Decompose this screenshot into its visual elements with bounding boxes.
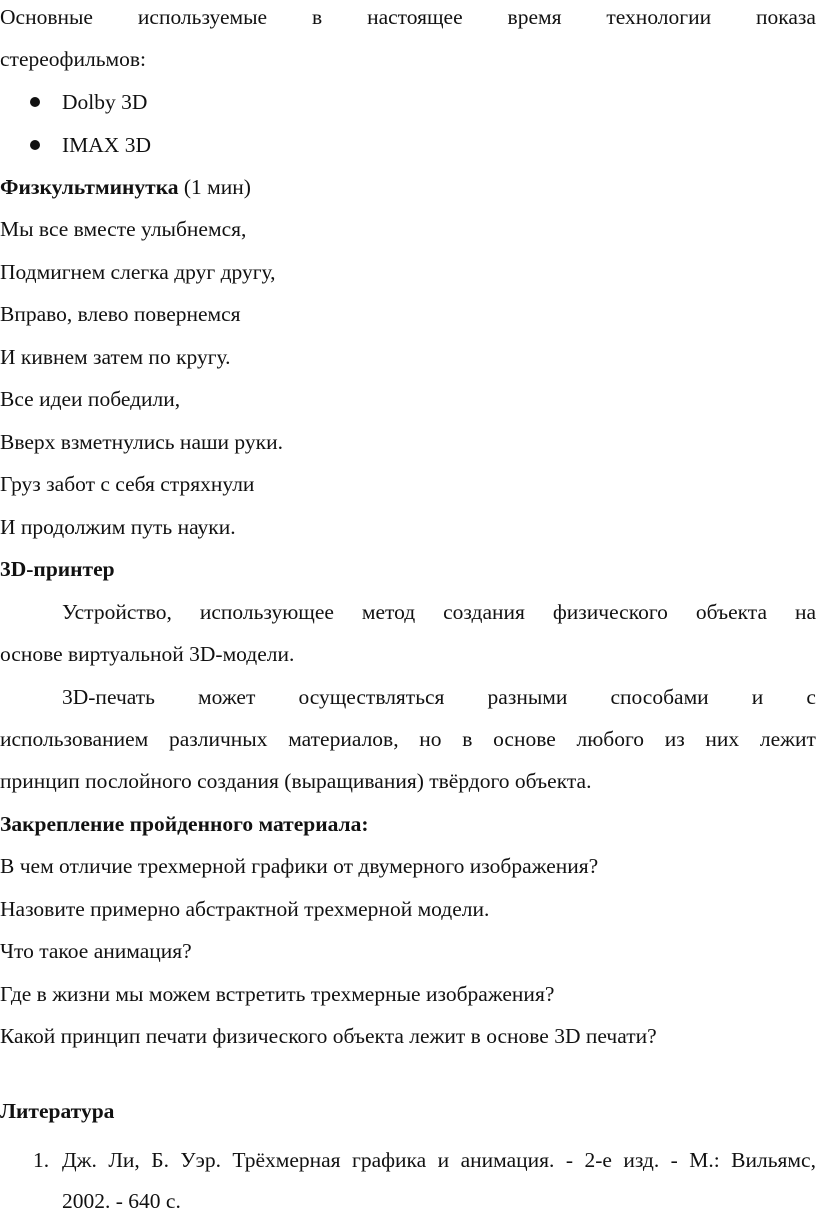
paragraph-word: с: [806, 685, 816, 709]
paragraph-word: объекта: [695, 600, 767, 624]
reference-word: Вильямс,: [731, 1148, 816, 1172]
reference-word: 2-е: [584, 1148, 612, 1172]
question-item: Назовите примерно абстрактной трехмерной модели.: [0, 897, 490, 921]
printer-p2-line-2: [0, 718, 816, 760]
paragraph-word: материалов,: [288, 727, 399, 751]
intro-line-2: стереофильмов:: [0, 47, 146, 71]
poem-line: И продолжим путь науки.: [0, 515, 236, 539]
warmup-heading: Физкультминутка: [0, 175, 179, 199]
intro-word: в: [312, 5, 323, 29]
printer-p1-line-1: [62, 591, 816, 633]
question-item: Какой принцип печати физического объекта лежит в основе 3D печати?: [0, 1024, 657, 1048]
literature-heading: Литература: [0, 1099, 115, 1123]
printer-p1-line-2: основе виртуальной 3D-модели.: [0, 642, 295, 666]
paragraph-word: разными: [487, 685, 568, 709]
paragraph-word: осуществляться: [298, 685, 445, 709]
reference-word: Уэр.: [180, 1148, 221, 1172]
reference-word: Ли,: [108, 1148, 140, 1172]
question-item: В чем отличие трехмерной графики от двумерного изображения?: [0, 854, 599, 878]
warmup-duration: (1 мин): [178, 175, 251, 199]
printer-p2-line-3: принцип послойного создания (выращивания) твёрдого объекта.: [0, 769, 592, 793]
reference-line-1: [62, 1139, 816, 1181]
paragraph-word: способами: [610, 685, 709, 709]
paragraph-word: использованием: [0, 727, 149, 751]
paragraph-word: метод: [361, 600, 416, 624]
poem-line: Все идеи победили,: [0, 387, 181, 411]
reference-word: -: [670, 1148, 678, 1172]
reference-line-2: 2002. - 640 с.: [62, 1189, 181, 1213]
intro-word: время: [507, 5, 562, 29]
reference-word: Б.: [151, 1148, 169, 1172]
reference-word: Трёхмерная: [232, 1148, 341, 1172]
reference-word: и: [437, 1148, 450, 1172]
intro-word: настоящее: [367, 5, 463, 29]
poem-line: И кивнем затем по кругу.: [0, 345, 231, 369]
reference-word: -: [565, 1148, 574, 1172]
paragraph-word: создания: [443, 600, 525, 624]
paragraph-word: основе: [493, 727, 556, 751]
reference-word: изд.: [623, 1148, 660, 1172]
paragraph-word: 3D-печать: [62, 685, 155, 709]
intro-word: технологии: [606, 5, 712, 29]
paragraph-word: из: [664, 727, 685, 751]
paragraph-word: Устройство,: [62, 600, 172, 624]
paragraph-word: может: [198, 685, 256, 709]
paragraph-word: в: [462, 727, 473, 751]
reference-word: Дж.: [62, 1148, 97, 1172]
poem-line: Груз забот с себя стряхнули: [0, 472, 255, 496]
poem-line: Вверх взметнулись наши руки.: [0, 430, 283, 454]
reference-word: М.:: [689, 1148, 720, 1172]
poem-line: Подмигнем слегка друг другу,: [0, 260, 276, 284]
intro-line-1: [0, 0, 816, 38]
paragraph-word: и: [751, 685, 764, 709]
printer-p2-line-1: [62, 676, 816, 718]
bullet-icon: [30, 140, 40, 150]
poem-line: Вправо, влево повернемся: [0, 302, 241, 326]
reference-number: 1.: [33, 1148, 50, 1172]
paragraph-word: использующее: [199, 600, 334, 624]
list-item-text: IMAX 3D: [62, 133, 151, 157]
reference-word: графика: [352, 1148, 427, 1172]
paragraph-word: них: [705, 727, 740, 751]
poem-line: Мы все вместе улыбнемся,: [0, 217, 247, 241]
reference-word: анимация.: [460, 1148, 555, 1172]
paragraph-word: на: [794, 600, 816, 624]
paragraph-word: лежит: [759, 727, 816, 751]
paragraph-word: физического: [552, 600, 668, 624]
warmup-heading-line: [0, 166, 816, 208]
paragraph-word: любого: [576, 727, 644, 751]
list-item-text: Dolby 3D: [62, 90, 148, 114]
paragraph-word: но: [419, 727, 442, 751]
paragraph-word: различных: [168, 727, 268, 751]
intro-word: Основные: [0, 5, 93, 29]
question-item: Что такое анимация?: [0, 939, 192, 963]
printer-heading: 3D-принтер: [0, 557, 115, 581]
question-item: Где в жизни мы можем встретить трехмерные изображения?: [0, 982, 555, 1006]
review-heading: Закрепление пройденного материала:: [0, 812, 369, 836]
intro-word: показа: [756, 5, 816, 29]
intro-word: используемые: [137, 5, 268, 29]
bullet-icon: [30, 97, 40, 107]
